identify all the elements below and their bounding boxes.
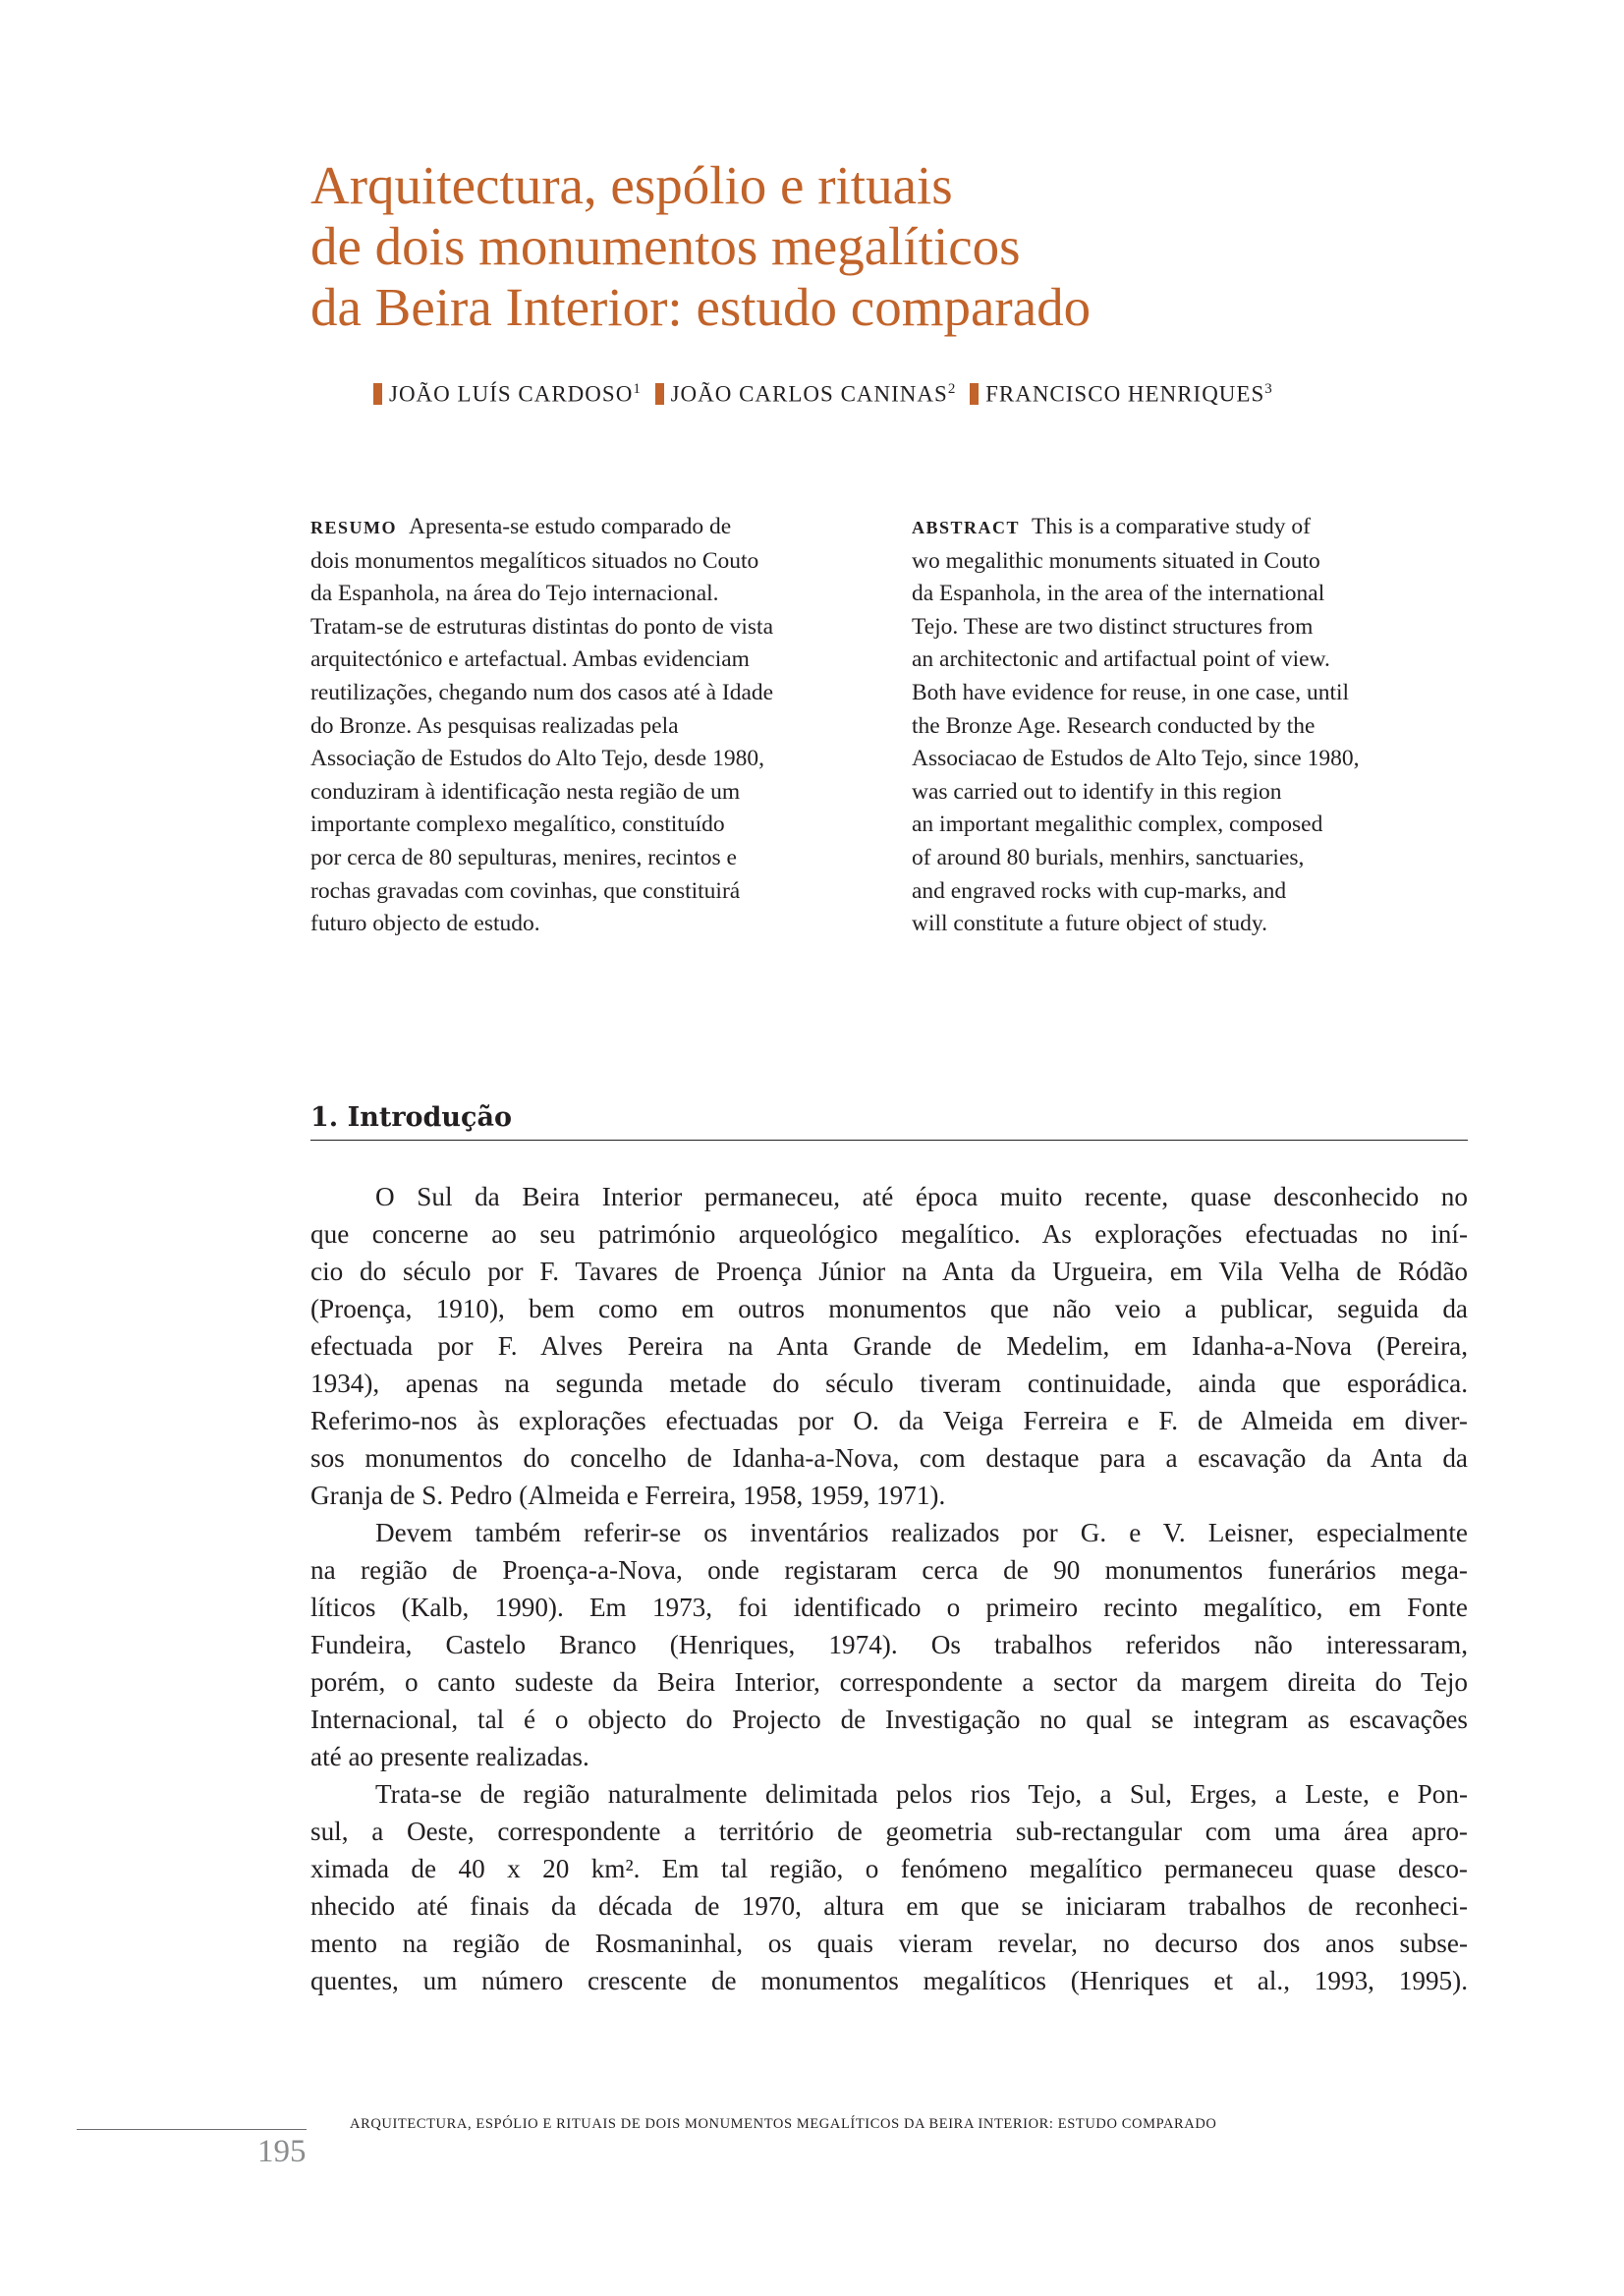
resumo-line: arquitectónico e artefactual. Ambas evidenciam	[310, 646, 750, 673]
abstract-line: the Bronze Age. Research conducted by the	[912, 712, 1316, 739]
resumo-line: Tratam-se de estruturas distintas do ponto de vista	[310, 613, 774, 640]
author-name: JOÃO CARLOS CANINAS	[670, 381, 948, 407]
resumo-block	[310, 511, 861, 941]
body-line: na região de Proença-a-Nova, onde registaram cerca de 90 monumentos funerários mega-	[310, 1555, 1468, 1585]
body-line: que concerne ao seu património arqueológico megalítico. As explorações efectuadas no iní-	[310, 1219, 1468, 1249]
body-line: ximada de 40 x 20 km². Em tal região, o fenómeno megalítico permaneceu quase desco-	[310, 1854, 1468, 1883]
body-line: quentes, um número crescente de monumentos megalíticos (Henriques et al., 1993, 1995).	[310, 1966, 1468, 1995]
abstract-line: will constitute a future object of study.	[912, 911, 1267, 937]
author	[970, 381, 1272, 408]
author-footnote-ref[interactable]: 2	[947, 381, 956, 397]
resumo-line: conduziram à identificação nesta região de um	[310, 778, 741, 805]
author-bullet	[655, 383, 664, 405]
abstract-line: wo megalithic monuments situated in Couto	[912, 547, 1320, 574]
abstract-text: This is a comparative study of	[1032, 514, 1311, 539]
body-line: Devem também referir-se os inventários realizados por G. e V. Leisner, especialmente	[375, 1518, 1468, 1547]
body-line: sul, a Oeste, correspondente a território de geometria sub-rectangular com uma área apro-	[310, 1817, 1468, 1846]
author-footnote-ref[interactable]: 3	[1264, 381, 1272, 397]
abstract-label: ABSTRACT	[912, 518, 1021, 537]
body-line: porém, o canto sudeste da Beira Interior, correspondente a sector da margem direita do Tejo	[310, 1667, 1468, 1697]
abstract-line	[912, 511, 1462, 545]
body-line: O Sul da Beira Interior permaneceu, até época muito recente, quase desconhecido no	[375, 1182, 1468, 1211]
body-line: Fundeira, Castelo Branco (Henriques, 1974). Os trabalhos referidos não interessaram,	[310, 1630, 1468, 1659]
abstract-line: an important megalithic complex, composed	[912, 812, 1323, 838]
abstract-line: an architectonic and artifactual point of view.	[912, 646, 1330, 673]
abstract-line: of around 80 burials, menhirs, sanctuaries,	[912, 844, 1305, 870]
resumo-line: da Espanhola, na área do Tejo internacional.	[310, 581, 719, 607]
resumo-label: RESUMO	[310, 518, 398, 537]
running-title: ARQUITECTURA, ESPÓLIO E RITUAIS DE DOIS MONUMENTOS MEGALÍTICOS DA BEIRA INTERIOR: ESTUDO COMPARADO	[350, 2116, 1217, 2132]
abstract-block	[912, 511, 1462, 941]
abstract-line: Tejo. These are two distinct structures from	[912, 613, 1314, 640]
title-line: da Beira Interior: estudo comparado	[310, 277, 1092, 337]
resumo-line: rochas gravadas com covinhas, que constituirá	[310, 877, 741, 904]
body-line: (Proença, 1910), bem como em outros monumentos que não veio a publicar, seguida da	[310, 1294, 1468, 1323]
resumo-line: dois monumentos megalíticos situados no Couto	[310, 547, 759, 574]
resumo-line	[310, 511, 861, 545]
author-bullet	[970, 383, 979, 405]
resumo-line: reutilizações, chegando num dos casos até à Idade	[310, 679, 774, 705]
body-line: líticos (Kalb, 1990). Em 1973, foi identificado o primeiro recinto megalítico, em Fonte	[310, 1593, 1468, 1622]
body-line: mento na região de Rosmaninhal, os quais vieram revelar, no decurso dos anos subse-	[310, 1929, 1468, 1958]
resumo-line: futuro objecto de estudo.	[310, 911, 540, 937]
resumo-text: Apresenta-se estudo comparado de	[409, 514, 732, 539]
author-name: FRANCISCO HENRIQUES	[985, 381, 1265, 407]
abstract-line: Both have evidence for reuse, in one case, until	[912, 679, 1350, 705]
body-line: Referimo-nos às explorações efectuadas por O. da Veiga Ferreira e F. de Almeida em diver-	[310, 1406, 1468, 1435]
body-line: sos monumentos do concelho de Idanha-a-Nova, com destaque para a escavação da Anta da	[310, 1443, 1468, 1473]
body-line: Granja de S. Pedro (Almeida e Ferreira, 1958, 1959, 1971).	[310, 1481, 946, 1510]
body-line: nhecido até finais da década de 1970, altura em que se iniciaram trabalhos de reconheci-	[310, 1891, 1468, 1921]
body-line: cio do século por F. Tavares de Proença Júnior na Anta da Urgueira, em Vila Velha de Ródão	[310, 1257, 1468, 1286]
resumo-line: importante complexo megalítico, constituído	[310, 812, 725, 838]
body-line: 1934), apenas na segunda metade do século tiveram continuidade, ainda que esporádica.	[310, 1369, 1468, 1398]
title-line: de dois monumentos megalíticos	[310, 216, 1021, 276]
abstract-line: da Espanhola, in the area of the international	[912, 581, 1325, 607]
abstract-line: and engraved rocks with cup-marks, and	[912, 877, 1287, 904]
body-text	[310, 1178, 1468, 1999]
body-line: até ao presente realizadas.	[310, 1742, 589, 1771]
author-bullet	[373, 383, 382, 405]
abstract-line: was carried out to identify in this region	[912, 778, 1282, 805]
author	[655, 381, 956, 408]
author-footnote-ref[interactable]: 1	[633, 381, 641, 397]
page-number: 195	[257, 2134, 307, 2169]
article-title	[310, 155, 1489, 338]
resumo-line: do Bronze. As pesquisas realizadas pela	[310, 712, 679, 739]
author-list	[373, 381, 1280, 408]
author	[373, 381, 641, 408]
title-line: Arquitectura, espólio e rituais	[310, 155, 953, 215]
resumo-line: por cerca de 80 sepulturas, menires, recintos e	[310, 844, 737, 870]
abstract-line: Associacao de Estudos de Alto Tejo, since 1980,	[912, 746, 1360, 772]
section-heading: 1. Introdução	[310, 1097, 1468, 1141]
resumo-line: Associação de Estudos do Alto Tejo, desde 1980,	[310, 746, 764, 772]
body-line: efectuada por F. Alves Pereira na Anta Grande de Medelim, em Idanha-a-Nova (Pereira,	[310, 1331, 1468, 1361]
footer-rule	[77, 2129, 307, 2130]
body-line: Internacional, tal é o objecto do Projecto de Investigação no qual se integram as escavações	[310, 1705, 1468, 1734]
author-name: JOÃO LUÍS CARDOSO	[389, 381, 634, 407]
body-line: Trata-se de região naturalmente delimitada pelos rios Tejo, a Sul, Erges, a Leste, e Pon-	[375, 1779, 1468, 1809]
